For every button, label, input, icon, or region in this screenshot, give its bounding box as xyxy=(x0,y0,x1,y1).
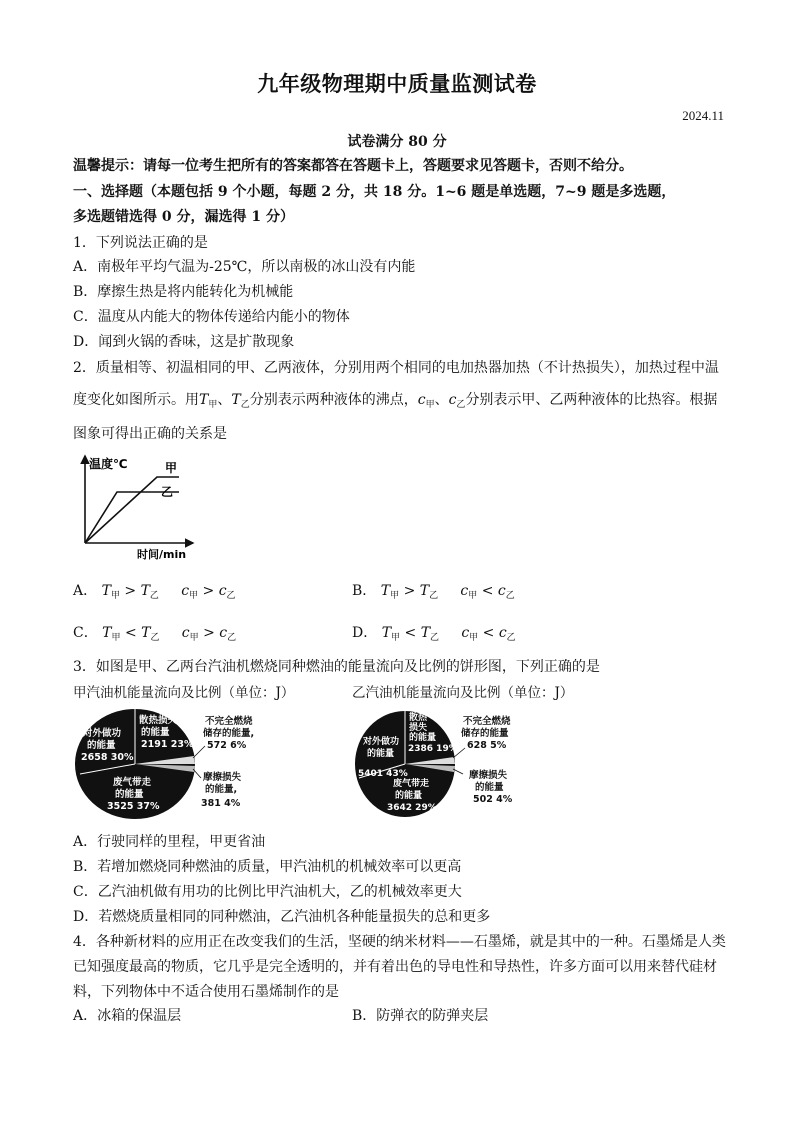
sub: 乙 xyxy=(506,633,516,643)
q1-option-a: A．南极年平均气温为-25℃，所以南极的冰山没有内能 xyxy=(73,259,416,275)
pie2-exhaust-l2: 的能量 xyxy=(395,791,423,801)
sub: 乙 xyxy=(505,591,515,601)
q4-line3: 料，下列物体中不适合使用石墨烯制作的是 xyxy=(73,984,339,1000)
q4-option-b: B．防弹衣的防弹夹层 xyxy=(352,1008,489,1024)
pie2-incomplete-l2: 储存的能量 xyxy=(461,728,509,739)
pie2-friction-l3: 502 4% xyxy=(473,794,513,805)
notice: 温馨提示：请每一位考生把所有的答案都答在答题卡上，答题要求见答题卡，否则不给分。 xyxy=(73,158,633,174)
pie1-heat-l1: 散热损失 xyxy=(139,715,178,726)
q1-stem: 1．下列说法正确的是 xyxy=(73,235,208,251)
pie2-title: 乙汽油机能量流向及比例（单位：J） xyxy=(352,685,574,701)
sub: 乙 xyxy=(149,591,159,601)
sub: 甲 xyxy=(110,591,120,601)
sub: 乙 xyxy=(226,591,236,601)
symbol-c: c xyxy=(461,625,470,641)
operator: > xyxy=(124,583,137,599)
series-yi-label: 乙 xyxy=(161,485,174,499)
graph-xlabel: 时间/min xyxy=(137,548,187,561)
pie1-useful-l1: 对外做功 xyxy=(83,728,122,739)
symbol-t: T xyxy=(231,392,241,408)
pie2-friction-l2: 的能量 xyxy=(475,782,504,793)
pie2-leader xyxy=(453,769,463,774)
sub: 甲 xyxy=(468,591,478,601)
pie2-useful-l2: 的能量 xyxy=(367,749,395,759)
temperature-time-graph xyxy=(75,450,200,565)
option-letter: A． xyxy=(73,583,98,599)
pie1-exhaust-l2: 的能量 xyxy=(115,789,144,800)
pie1-exhaust-l1: 废气带走 xyxy=(113,777,152,788)
operator: > xyxy=(203,625,215,641)
q2-option-c xyxy=(73,622,236,643)
full-score: 试卷满分 80 分 xyxy=(347,134,447,150)
operator: < xyxy=(482,625,495,641)
pie1-exhaust-l3: 3525 37% xyxy=(107,801,160,812)
pie-chart-jia xyxy=(75,708,290,820)
pie2-incomplete-l3: 628 5% xyxy=(467,740,507,751)
pie1-friction-l2: 的能量, xyxy=(205,784,238,795)
sub: 乙 xyxy=(430,633,440,643)
sub: 乙 xyxy=(429,591,439,601)
pie1-leader xyxy=(193,746,205,758)
sub: 乙 xyxy=(227,633,237,643)
pie1-friction-l1: 摩擦损失 xyxy=(203,772,242,783)
symbol-c: c xyxy=(460,583,469,599)
sub-jia: 甲 xyxy=(425,400,435,410)
q4-option-a: A．冰箱的保温层 xyxy=(73,1008,182,1024)
sub: 甲 xyxy=(189,633,199,643)
q3-stem: 3．如图是甲、乙两台汽油机燃烧同种燃油的能量流向及比例的饼形图，下列正确的是 xyxy=(73,659,600,675)
q3-option-b: B．若增加燃烧同种燃油的质量，甲汽油机的机械效率可以更高 xyxy=(73,859,462,875)
pie1-title: 甲汽油机能量流向及比例（单位：J） xyxy=(73,685,295,701)
q1-option-c: C．温度从内能大的物体传递给内能小的物体 xyxy=(73,309,350,325)
q4-line1: 4．各种新材料的应用正在改变我们的生活，坚硬的纳米材料——石墨烯，就是其中的一种。石墨烯是人类 xyxy=(73,934,726,950)
operator: > xyxy=(403,583,416,599)
q2-line2-part3: 分别表示甲、乙两种液体的比热容。根据 xyxy=(465,392,718,408)
q2-line3: 图象可得出正确的关系是 xyxy=(73,426,227,442)
pie2-exhaust-l1: 废气带走 xyxy=(393,779,430,789)
q2-line2-part1: 度变化如图所示。用 xyxy=(73,392,199,408)
section1-heading-line2: 多选题错选得 0 分，漏选得 1 分） xyxy=(73,209,294,225)
symbol-c: c xyxy=(448,392,457,408)
sub-yi: 乙 xyxy=(456,400,466,410)
sub-jia: 甲 xyxy=(208,400,218,410)
sub: 甲 xyxy=(390,591,400,601)
symbol-t: T xyxy=(141,625,151,641)
section1-heading-line1: 一、选择题（本题包括 9 个小题，每题 2 分，共 18 分。1~6 题是单选题，7~9 题是多选题， xyxy=(73,184,676,200)
sub: 乙 xyxy=(150,633,160,643)
q2-line2-part2: 分别表示两种液体的沸点， xyxy=(249,392,418,408)
symbol-t: T xyxy=(381,625,392,641)
option-letter: D． xyxy=(352,625,378,641)
pie2-exhaust-l3: 3642 29% xyxy=(387,803,437,813)
pie2-incomplete-l1: 不完全燃烧 xyxy=(463,716,511,727)
symbol-c: c xyxy=(218,583,227,599)
sub: 甲 xyxy=(189,591,199,601)
q2-option-b xyxy=(352,580,515,601)
symbol-t: T xyxy=(101,583,111,599)
symbol-t: T xyxy=(140,583,150,599)
pie1-incomplete-l2: 储存的能量, xyxy=(203,728,255,739)
pie1-heat-l3: 2191 23% xyxy=(141,739,194,750)
operator: > xyxy=(202,583,215,599)
pie2-heat-l4: 2386 19% xyxy=(408,744,458,754)
symbol-t: T xyxy=(420,625,431,641)
q1-option-d: D．闻到火锅的香味，这是扩散现象 xyxy=(73,334,295,350)
pie1-heat-l2: 的能量 xyxy=(141,727,170,738)
option-letter: C． xyxy=(73,625,98,641)
symbol-c: c xyxy=(181,625,190,641)
symbol-t: T xyxy=(380,583,391,599)
q3-option-d: D．若燃烧质量相同的同种燃油，乙汽油机各种能量损失的总和更多 xyxy=(73,909,491,925)
exam-date: 2024.11 xyxy=(682,108,724,123)
option-letter: B． xyxy=(352,583,377,599)
symbol-c: c xyxy=(181,583,190,599)
pie1-friction-l3: 381 4% xyxy=(201,798,241,809)
symbol-c: c xyxy=(497,583,506,599)
q2-line1: 2．质量相等、初温相同的甲、乙两液体，分别用两个相同的电加热器加热（不计热损失），加热过程中温 xyxy=(73,360,719,376)
series-jia-label: 甲 xyxy=(165,461,178,475)
pie1-useful-l3: 2658 30% xyxy=(81,752,134,763)
sub-yi: 乙 xyxy=(240,400,250,410)
sub: 甲 xyxy=(111,633,121,643)
pie2-heat-l3: 的能量 xyxy=(409,733,437,743)
graph-ylabel: 温度℃ xyxy=(89,457,128,471)
pie1-incomplete-l1: 不完全燃烧 xyxy=(205,716,253,727)
page-title: 九年级物理期中质量监测试卷 xyxy=(257,71,537,96)
q2-option-a xyxy=(73,580,236,601)
q3-option-c: C．乙汽油机做有用功的比例比甲汽油机大，乙的机械效率更大 xyxy=(73,884,462,900)
symbol-c: c xyxy=(498,625,507,641)
symbol-c: c xyxy=(417,392,426,408)
pie1-useful-l2: 的能量 xyxy=(87,740,116,751)
pie2-useful-l3: 5401 43% xyxy=(358,769,408,779)
operator: < xyxy=(404,625,417,641)
pie1-leader xyxy=(193,769,201,778)
operator: < xyxy=(481,583,494,599)
symbol-c: c xyxy=(219,625,228,641)
pie1-incomplete-l3: 572 6% xyxy=(207,740,247,751)
pie2-heat-l1: 散热 xyxy=(409,713,428,723)
symbol-t: T xyxy=(419,583,430,599)
pie2-useful-l1: 对外做功 xyxy=(363,737,400,747)
pie2-heat-l2: 损失 xyxy=(409,723,428,733)
q4-line2: 已知强度最高的物质，它几乎是完全透明的，并有着出色的导电性和导热性，许多方面可以用来替代硅材 xyxy=(73,959,717,975)
operator: < xyxy=(124,625,137,641)
sub: 甲 xyxy=(391,633,401,643)
sub: 甲 xyxy=(469,633,479,643)
symbol-t: T xyxy=(102,625,112,641)
symbol-t: T xyxy=(199,392,209,408)
q3-option-a: A．行驶同样的里程，甲更省油 xyxy=(73,834,266,850)
q1-option-b: B．摩擦生热是将内能转化为机械能 xyxy=(73,284,294,300)
q2-line2: 度变化如图所示。用$T_甲$、$T_乙$分别表示两种液体的沸点，$c_甲$、$c_乙$分别表示甲、乙两种液体的比热容。根据 xyxy=(73,392,718,410)
pie2-friction-l1: 摩擦损失 xyxy=(469,770,508,781)
pie-chart-yi xyxy=(355,708,555,820)
q2-option-d xyxy=(352,622,516,643)
